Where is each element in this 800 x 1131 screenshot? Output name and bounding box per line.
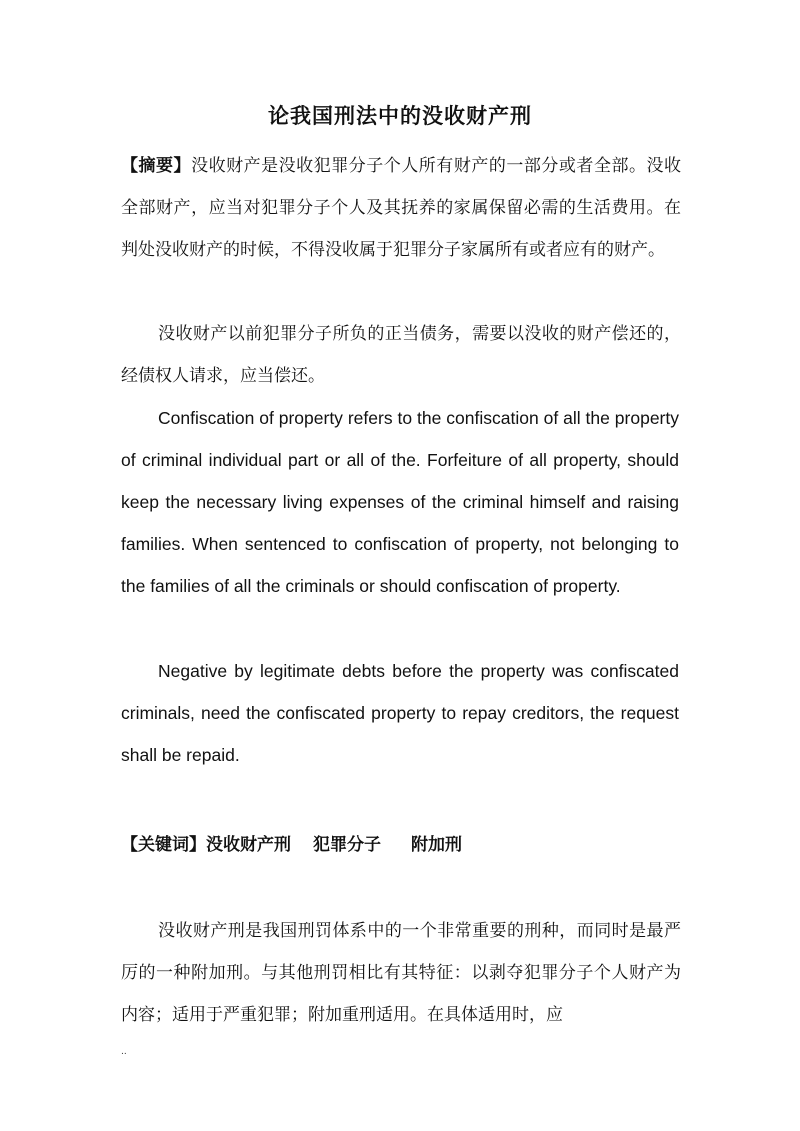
keyword-item: 犯罪分子 (313, 835, 381, 855)
abstract-paragraph (121, 145, 681, 271)
body-paragraph: 没收财产刑是我国刑罚体系中的一个非常重要的刑种，而同时是最严厉的一种附加刑。与其他刑罚相比有其特征：以剥夺犯罪分子个人财产为内容；适用于严重犯罪；附加重刑适用。在具体适用时，应 (121, 921, 681, 1025)
document-title: 论我国刑法中的没收财产刑 (268, 103, 532, 128)
keyword-item: 附加刑 (411, 835, 462, 855)
abstract-paragraph-2: 没收财产以前犯罪分子所负的正当债务，需要以没收的财产偿还的，经债权人请求，应当偿还。 (121, 324, 681, 386)
english-abstract-paragraph-1: Confiscation of property refers to the confiscation of all the property of criminal individual part or all of the. Forfeiture of all property, should keep the necessary living expenses of the criminal himself and raising families. When sentenced to confiscation of property, not belonging to the families of all the criminals or should confiscation of property. (121, 408, 679, 596)
english-abstract-paragraph-2: Negative by legitimate debts before the property was confiscated criminals, need the confiscated property to repay creditors, the request shall be repaid. (121, 661, 679, 765)
keywords-line (121, 830, 462, 860)
abstract-label: 【摘要】 (121, 156, 192, 176)
footer-mark: .. (121, 1047, 127, 1057)
abstract-text: 没收财产是没收犯罪分子个人所有财产的一部分或者全部。没收全部财产，应当对犯罪分子个人及其抚养的家属保留必需的生活费用。在判处没收财产的时候，不得没收属于犯罪分子家属所有或者应有的财产。 (121, 156, 682, 260)
keywords-label: 【关键词】 (121, 835, 206, 855)
keyword-item: 没收财产刑 (206, 835, 291, 855)
